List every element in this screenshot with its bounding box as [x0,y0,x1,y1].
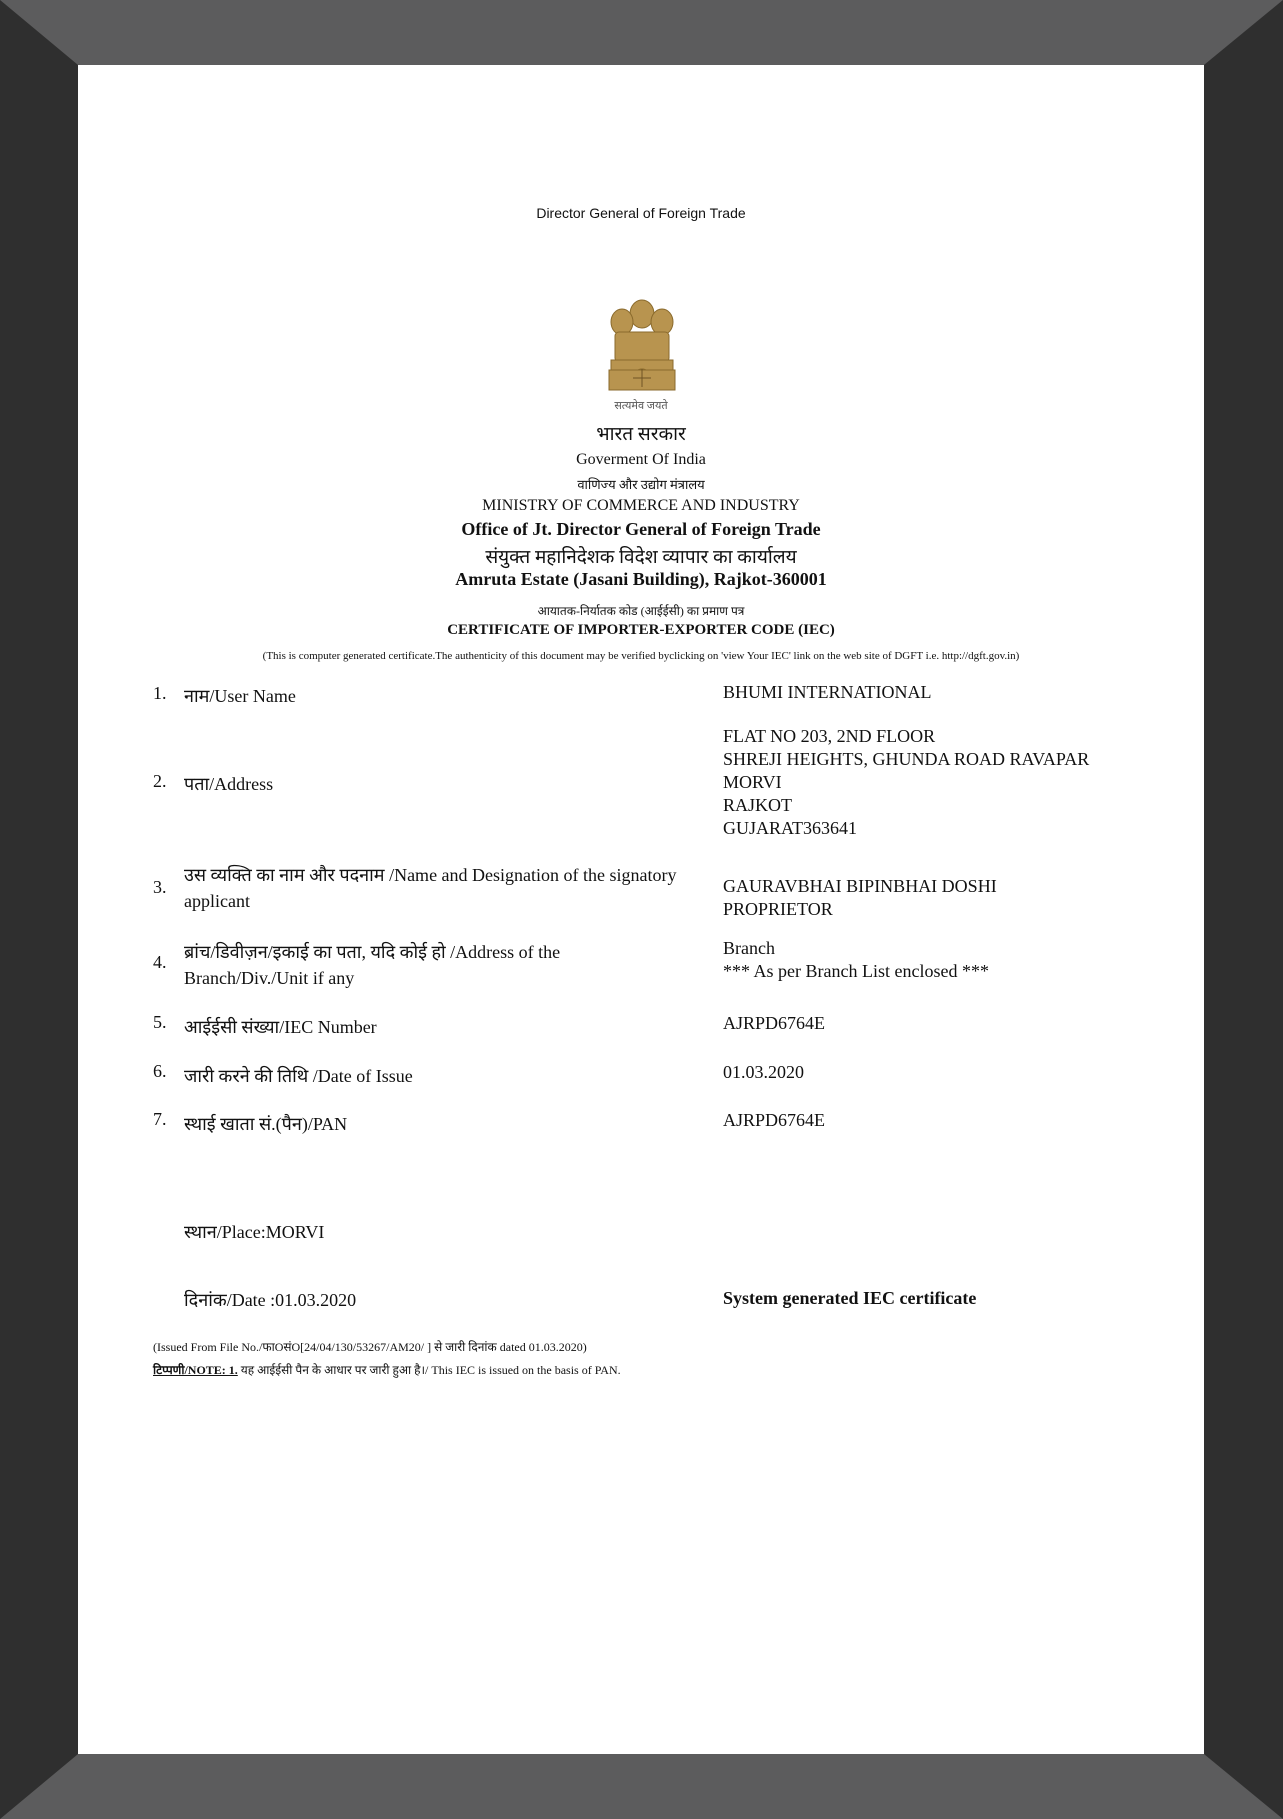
value-line: AJRPD6764E [723,1013,826,1033]
govt-hindi: भारत सरकार [596,424,686,445]
iec-number-value [723,1012,1183,1035]
date: दिनांक/Date :01.03.2020 [184,1290,357,1310]
pan-value [723,1109,1183,1132]
dgft-header-line: Director General of Foreign Trade [536,205,746,221]
value-line: BHUMI INTERNATIONAL [723,682,932,702]
branch-address-label: ब्रांच/डिवीज़न/इकाई का पता, यदि कोई हो /Address of the Branch/Div./Unit if any [184,942,561,988]
row-number: 4. [153,952,167,972]
verification-note: (This is computer generated certificate.The authenticity of this document may be verified byclicking on 'view Your IEC' link on the web site of DGFT i.e. http://dgft.gov.in) [262,650,1020,662]
address-label: पता/Address [184,774,274,794]
address-value [723,725,1183,840]
pan-note [153,1361,621,1378]
ministry-hindi: वाणिज्य और उद्योग मंत्रालय [577,477,705,492]
govt-english: Goverment Of India [576,451,706,468]
value-line: FLAT NO 203, 2ND FLOOR [723,726,936,746]
certificate-title: CERTIFICATE OF IMPORTER-EXPORTER CODE (IEC) [447,622,835,638]
row-number: 5. [153,1012,167,1032]
row-number: 1. [153,683,167,703]
user-name-value [723,681,1183,704]
row-number: 3. [153,877,167,897]
row-number: 6. [153,1061,167,1081]
pan-label: स्थाई खाता सं.(पैन)/PAN [184,1114,348,1134]
value-line: MORVI [723,772,782,792]
national-emblem-icon [597,294,687,404]
emblem-motto: सत्यमेव जयते [614,400,668,412]
value-line: Branch [723,938,775,958]
place: स्थान/Place:MORVI [184,1222,325,1242]
note-text: यह आईईसी पैन के आधार पर जारी हुआ है।/ This IEC is issued on the basis of PAN. [237,1363,621,1377]
value-line: RAJKOT [723,795,793,815]
value-line: 01.03.2020 [723,1062,804,1082]
iec-number-label: आईईसी संख्या/IEC Number [184,1017,377,1037]
branch-address-value [723,937,1183,983]
note-label: टिप्पणी/NOTE: 1. [153,1363,238,1377]
row-number: 7. [153,1109,167,1129]
office-english: Office of Jt. Director General of Foreign Trade [461,519,821,539]
value-line: GUJARAT363641 [723,818,858,838]
signatory-value [723,875,1183,921]
certificate-page [78,65,1204,1754]
date-of-issue-value [723,1061,1183,1084]
user-name-label: नाम/User Name [184,686,296,706]
value-line: *** As per Branch List enclosed *** [723,961,989,981]
system-generated-label: System generated IEC certificate [723,1288,977,1308]
date-of-issue-label: जारी करने की तिथि /Date of Issue [184,1066,413,1086]
issued-from-note: (Issued From File No./फाOसंO[24/04/130/53267/AM20/ ] से जारी दिनांक dated 01.03.2020) [153,1340,587,1354]
ministry-english: MINISTRY OF COMMERCE AND INDUSTRY [482,497,800,514]
row-number: 2. [153,771,167,791]
value-line: SHREJI HEIGHTS, GHUNDA ROAD RAVAPAR [723,749,1090,769]
value-line: AJRPD6764E [723,1110,826,1130]
office-address: Amruta Estate (Jasani Building), Rajkot-360001 [455,569,827,589]
value-line: PROPRIETOR [723,899,833,919]
signatory-label: उस व्यक्ति का नाम और पदनाम /Name and Designation of the signatory applicant [184,865,677,911]
value-line: GAURAVBHAI BIPINBHAI DOSHI [723,876,997,896]
office-hindi: संयुक्त महानिदेशक विदेश व्यापार का कार्यालय [485,547,797,568]
certificate-title-hindi: आयातक-निर्यातक कोड (आईईसी) का प्रमाण पत्र [537,604,745,618]
